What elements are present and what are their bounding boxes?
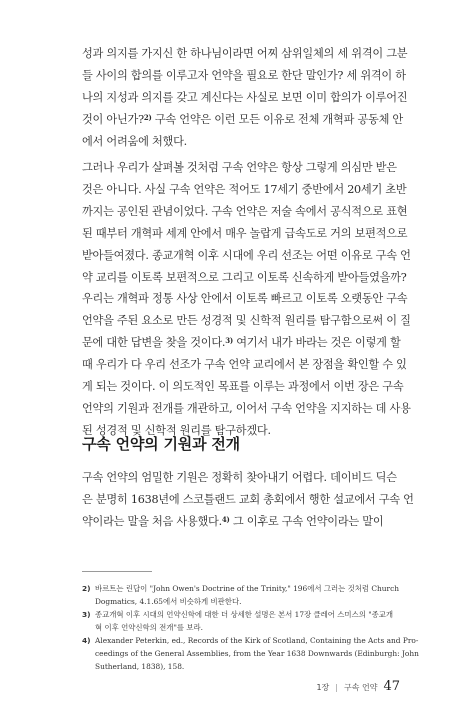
footnote-line: Alexander Peterkin, ed., Records of the Kirk of Scotland, Containing the Acts and Pro- — [95, 636, 419, 645]
footer-separator: | — [335, 683, 338, 692]
footnote-number: 4) — [82, 636, 91, 645]
text-line: 들 사이의 합의를 이루고자 언약을 필요로 한단 말인가? 세 위격이 하 — [82, 68, 406, 82]
text-line: 그러나 우리가 살펴볼 것처럼 구속 언약은 항상 그렇게 의심만 받은 — [82, 161, 397, 174]
footnote-2 — [82, 582, 400, 608]
footnote-ref[interactable]: 4) — [221, 514, 230, 524]
text-line: 된 성경적 및 신학적 원리를 탐구하겠다. — [82, 423, 271, 437]
text-line: 나의 지성과 의지를 갖고 계신다는 사실로 보면 이미 합의가 이루어진 — [82, 90, 408, 104]
text-line: 받아들여졌다. 종교개혁 이후 시대에 우리 선조는 어떤 이유로 구속 언 — [82, 248, 411, 262]
footnote-line: 혁 이후 언약신학의 전개"를 보라. — [95, 623, 203, 632]
text-line: 게 되는 것이다. 이 의도적인 목표를 이루는 과정에서 이번 장은 구속 — [82, 380, 404, 394]
text-segment: 구속 언약은 이런 모든 이유로 전체 개혁파 공동체 안 — [151, 112, 403, 126]
footnote-3 — [82, 608, 400, 634]
text-line: 언약을 주된 요소로 만든 성경적 및 신학적 원리를 탐구함으로써 이 질 — [82, 314, 411, 328]
text-line: 구속 언약의 엄밀한 기원은 정확히 찾아내기 어렵다. 데이비드 딕슨 — [82, 471, 397, 484]
text-line: 약 교리를 이토록 보편적으로 그리고 이토록 신속하게 받아들였을까? — [82, 270, 407, 284]
text-segment: 것이 아닌가? — [82, 112, 144, 126]
text-segment: 약이라는 말을 처음 사용했다. — [82, 514, 222, 528]
footnote-line: Dogmatics, 4.1.65에서 비슷하게 비판한다. — [95, 597, 242, 606]
text-line — [82, 109, 403, 131]
footnote-ref[interactable]: 3) — [225, 336, 233, 346]
text-segment: 문에 대한 답변을 찾을 것이다. — [82, 336, 226, 350]
footnote-line: Sutherland, 1838), 158. — [95, 662, 185, 671]
text-line — [82, 511, 400, 533]
paragraph-2 — [82, 157, 411, 442]
text-line: 은 분명히 1638년에 스코틀랜드 교회 총회에서 행한 설교에서 구속 언 — [82, 492, 414, 506]
text-line: 우리는 개혁파 정통 사상 안에서 이토록 빠르고 이토록 오랫동안 구속 — [82, 292, 408, 306]
text-line: 언약의 기원과 전개를 개관하고, 이어서 구속 언약을 지지하는 데 사용 — [82, 401, 411, 415]
paragraph-1 — [82, 43, 408, 153]
footnote-divider — [82, 571, 152, 572]
footnote-number: 3) — [82, 610, 91, 619]
footnotes — [82, 582, 419, 673]
text-line: 된 때부터 개혁파 세계 안에서 매우 놀랍게 급속도로 거의 보편적으로 — [82, 226, 408, 240]
text-segment: 여기서 내가 바라는 것은 이렇게 할 — [232, 336, 401, 350]
section-heading: 구속 언약의 기원과 전개 — [82, 435, 240, 453]
chapter-title: 구속 언약 — [343, 683, 378, 692]
text-segment: 그 이후로 구속 언약이라는 말이 — [229, 514, 384, 528]
footnote-line: ceedings of the General Assemblies, from the Year 1638 Downwards (Edinburgh: John — [95, 649, 419, 658]
text-line: 때 우리가 다 우리 선조가 구속 언약 교리에서 본 장점을 확인할 수 있 — [82, 358, 407, 372]
text-line: 까지는 공인된 관념이었다. 구속 언약은 저술 속에서 공식적으로 표현 — [82, 204, 408, 218]
text-line — [82, 332, 400, 354]
footnote-number: 2) — [82, 584, 91, 593]
paragraph-3 — [82, 467, 414, 533]
page-number: 47 — [383, 679, 400, 694]
text-line: 에서 어려움에 처했다. — [82, 134, 187, 148]
footnote-line: 바르트는 린답이 "John Owen's Doctrine of the Trinity," 196에서 그러는 것처럼 Church — [95, 584, 399, 593]
text-line: 성과 의지를 가지신 한 하나님이라면 어찌 삼위일체의 세 위격이 그분 — [82, 47, 408, 60]
text-line: 것은 아니다. 사실 구속 언약은 적어도 17세기 중반에서 20세기 초반 — [82, 182, 407, 196]
chapter-number: 1장 — [316, 683, 330, 692]
footnote-line: 종교개혁 이후 시대의 언약신학에 대한 더 상세한 설명은 본서 17장 클레어 스미스의 "종교개 — [95, 610, 394, 619]
page-footer — [316, 679, 400, 694]
footnote-ref[interactable]: 2) — [143, 112, 152, 122]
footnote-4 — [82, 634, 419, 673]
